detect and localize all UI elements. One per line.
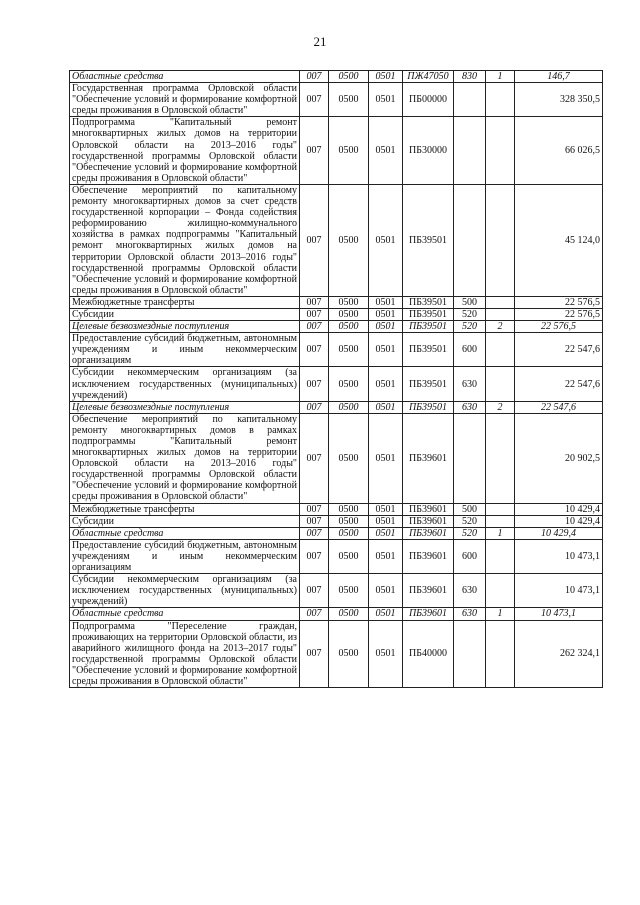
amount-cell: 146,7 — [515, 71, 603, 83]
section-code-cell: 0500 — [329, 308, 369, 320]
amount-cell: 10 473,1 — [515, 539, 603, 573]
table-row — [70, 117, 603, 185]
target-article-cell: ПБ39601 — [403, 515, 454, 527]
ministry-code-cell: 007 — [300, 401, 329, 413]
expense-type-cell: 520 — [454, 527, 486, 539]
funding-source-cell — [486, 117, 515, 185]
amount-cell: 10 429,4 — [515, 515, 603, 527]
target-article-cell: ПБ00000 — [403, 83, 454, 117]
table-row — [70, 574, 603, 608]
funding-source-cell — [486, 296, 515, 308]
table-row — [70, 71, 603, 83]
section-code-cell: 0500 — [329, 527, 369, 539]
table-row — [70, 367, 603, 401]
section-code-cell: 0500 — [329, 608, 369, 620]
subsection-code-cell: 0501 — [369, 367, 403, 401]
target-article-cell: ПБ39601 — [403, 574, 454, 608]
ministry-code-cell: 007 — [300, 515, 329, 527]
amount-cell: 10 473,1 — [515, 574, 603, 608]
amount-cell: 20 902,5 — [515, 413, 603, 503]
subsection-code-cell: 0501 — [369, 321, 403, 333]
subsection-code-cell: 0501 — [369, 71, 403, 83]
item-name-cell: Целевые безвозмездные поступления — [70, 401, 300, 413]
ministry-code-cell: 007 — [300, 527, 329, 539]
subsection-code-cell: 0501 — [369, 83, 403, 117]
funding-source-cell — [486, 539, 515, 573]
funding-source-cell — [486, 574, 515, 608]
item-name-cell: Субсидии — [70, 308, 300, 320]
table-row — [70, 620, 603, 688]
expense-type-cell — [454, 620, 486, 688]
section-code-cell: 0500 — [329, 574, 369, 608]
target-article-cell: ПБ39601 — [403, 608, 454, 620]
item-name-cell: Областные средства — [70, 71, 300, 83]
funding-source-cell — [486, 308, 515, 320]
item-name-cell: Субсидии некоммерческим организациям (за исключением государственных (муниципальных) учреждений) — [70, 574, 300, 608]
table-row — [70, 333, 603, 367]
amount-cell: 22 547,6 — [515, 333, 603, 367]
section-code-cell: 0500 — [329, 620, 369, 688]
target-article-cell: ПБ39501 — [403, 308, 454, 320]
section-code-cell: 0500 — [329, 401, 369, 413]
expense-type-cell: 500 — [454, 296, 486, 308]
amount-cell: 45 124,0 — [515, 184, 603, 296]
item-name-cell: Государственная программа Орловской области "Обеспечение условий и формирование комфортной среды проживания в Орловской области" — [70, 83, 300, 117]
section-code-cell: 0500 — [329, 413, 369, 503]
amount-cell: 22 547,6 — [515, 401, 603, 413]
expense-type-cell: 600 — [454, 333, 486, 367]
section-code-cell: 0500 — [329, 515, 369, 527]
table-row — [70, 401, 603, 413]
subsection-code-cell: 0501 — [369, 401, 403, 413]
funding-source-cell: 1 — [486, 527, 515, 539]
budget-table — [69, 70, 603, 688]
funding-source-cell — [486, 413, 515, 503]
amount-cell: 66 026,5 — [515, 117, 603, 185]
ministry-code-cell: 007 — [300, 83, 329, 117]
expense-type-cell — [454, 117, 486, 185]
expense-type-cell: 830 — [454, 71, 486, 83]
item-name-cell: Предоставление субсидий бюджетным, автономным учреждениям и иным некоммерческим организациям — [70, 333, 300, 367]
subsection-code-cell: 0501 — [369, 413, 403, 503]
target-article-cell: ПБ39601 — [403, 539, 454, 573]
subsection-code-cell: 0501 — [369, 608, 403, 620]
target-article-cell: ПБ39501 — [403, 401, 454, 413]
amount-cell: 22 576,5 — [515, 321, 603, 333]
section-code-cell: 0500 — [329, 184, 369, 296]
target-article-cell: ПБ39501 — [403, 296, 454, 308]
section-code-cell: 0500 — [329, 367, 369, 401]
amount-cell: 22 576,5 — [515, 296, 603, 308]
ministry-code-cell: 007 — [300, 333, 329, 367]
amount-cell: 10 473,1 — [515, 608, 603, 620]
expense-type-cell — [454, 184, 486, 296]
funding-source-cell — [486, 83, 515, 117]
table-row — [70, 296, 603, 308]
funding-source-cell: 1 — [486, 608, 515, 620]
expense-type-cell: 630 — [454, 608, 486, 620]
section-code-cell: 0500 — [329, 539, 369, 573]
funding-source-cell — [486, 503, 515, 515]
table-row — [70, 83, 603, 117]
subsection-code-cell: 0501 — [369, 503, 403, 515]
target-article-cell: ПБ39601 — [403, 527, 454, 539]
table-body — [70, 71, 603, 688]
item-name-cell: Обеспечение мероприятий по капитальному ремонту многоквартирных домов в рамках подпрограммы "Капитальный ремонт многоквартирных жилых домов на территории Орловской области на 2013–2016 годы" государственной программы Орловской области "Обеспечение условий и формирование комфортной среды проживания в Орловской области" — [70, 413, 300, 503]
target-article-cell: ПБ39501 — [403, 367, 454, 401]
item-name-cell: Межбюджетные трансферты — [70, 503, 300, 515]
section-code-cell: 0500 — [329, 71, 369, 83]
target-article-cell: ПБ39601 — [403, 413, 454, 503]
subsection-code-cell: 0501 — [369, 308, 403, 320]
expense-type-cell: 630 — [454, 574, 486, 608]
target-article-cell: ПБ39501 — [403, 184, 454, 296]
subsection-code-cell: 0501 — [369, 620, 403, 688]
ministry-code-cell: 007 — [300, 117, 329, 185]
ministry-code-cell: 007 — [300, 413, 329, 503]
amount-cell: 328 350,5 — [515, 83, 603, 117]
section-code-cell: 0500 — [329, 333, 369, 367]
expense-type-cell — [454, 413, 486, 503]
target-article-cell: ПБ39601 — [403, 503, 454, 515]
page-number: 21 — [313, 34, 327, 49]
funding-source-cell — [486, 620, 515, 688]
subsection-code-cell: 0501 — [369, 574, 403, 608]
funding-source-cell — [486, 184, 515, 296]
subsection-code-cell: 0501 — [369, 117, 403, 185]
ministry-code-cell: 007 — [300, 184, 329, 296]
target-article-cell: ПБ40000 — [403, 620, 454, 688]
expense-type-cell: 520 — [454, 308, 486, 320]
funding-source-cell: 2 — [486, 401, 515, 413]
funding-source-cell — [486, 515, 515, 527]
expense-type-cell: 630 — [454, 367, 486, 401]
funding-source-cell — [486, 367, 515, 401]
target-article-cell: ПЖ47050 — [403, 71, 454, 83]
expense-type-cell: 600 — [454, 539, 486, 573]
amount-cell: 22 576,5 — [515, 308, 603, 320]
item-name-cell: Субсидии — [70, 515, 300, 527]
item-name-cell: Областные средства — [70, 608, 300, 620]
section-code-cell: 0500 — [329, 503, 369, 515]
section-code-cell: 0500 — [329, 83, 369, 117]
subsection-code-cell: 0501 — [369, 515, 403, 527]
target-article-cell: ПБ39501 — [403, 321, 454, 333]
ministry-code-cell: 007 — [300, 308, 329, 320]
table-row — [70, 539, 603, 573]
item-name-cell: Межбюджетные трансферты — [70, 296, 300, 308]
expense-type-cell: 500 — [454, 503, 486, 515]
funding-source-cell: 2 — [486, 321, 515, 333]
subsection-code-cell: 0501 — [369, 539, 403, 573]
expense-type-cell: 520 — [454, 321, 486, 333]
item-name-cell: Областные средства — [70, 527, 300, 539]
item-name-cell: Обеспечение мероприятий по капитальному ремонту многоквартирных домов за счет средств государственной корпорации – Фонда содействия реформированию жилищно-коммунального хозяйства в рамках подпрограммы "Капитальный ремонт многоквартирных жилых домов на территории Орловской области 2013–2016 годы" государственной программы Орловской области "Обеспечение условий и формирование комфортной среды проживания в Орловской области" — [70, 184, 300, 296]
amount-cell: 10 429,4 — [515, 527, 603, 539]
ministry-code-cell: 007 — [300, 321, 329, 333]
subsection-code-cell: 0501 — [369, 296, 403, 308]
item-name-cell: Подпрограмма "Капитальный ремонт многоквартирных жилых домов на территории Орловской области на 2013–2016 годы" государственной программы Орловской области "Обеспечение условий и формирование комфортной среды проживания в Орловской области" — [70, 117, 300, 185]
table-row — [70, 608, 603, 620]
section-code-cell: 0500 — [329, 117, 369, 185]
expense-type-cell — [454, 83, 486, 117]
table-row — [70, 321, 603, 333]
table-row — [70, 527, 603, 539]
subsection-code-cell: 0501 — [369, 184, 403, 296]
amount-cell: 22 547,6 — [515, 367, 603, 401]
table-row — [70, 503, 603, 515]
table-row — [70, 308, 603, 320]
item-name-cell: Целевые безвозмездные поступления — [70, 321, 300, 333]
ministry-code-cell: 007 — [300, 367, 329, 401]
target-article-cell: ПБ39501 — [403, 333, 454, 367]
table-row — [70, 515, 603, 527]
item-name-cell: Субсидии некоммерческим организациям (за исключением государственных (муниципальных) учреждений) — [70, 367, 300, 401]
amount-cell: 262 324,1 — [515, 620, 603, 688]
ministry-code-cell: 007 — [300, 620, 329, 688]
funding-source-cell — [486, 333, 515, 367]
section-code-cell: 0500 — [329, 321, 369, 333]
ministry-code-cell: 007 — [300, 71, 329, 83]
subsection-code-cell: 0501 — [369, 333, 403, 367]
table-row — [70, 413, 603, 503]
table-row — [70, 184, 603, 296]
funding-source-cell: 1 — [486, 71, 515, 83]
ministry-code-cell: 007 — [300, 539, 329, 573]
ministry-code-cell: 007 — [300, 503, 329, 515]
target-article-cell: ПБ30000 — [403, 117, 454, 185]
ministry-code-cell: 007 — [300, 296, 329, 308]
expense-type-cell: 520 — [454, 515, 486, 527]
section-code-cell: 0500 — [329, 296, 369, 308]
ministry-code-cell: 007 — [300, 608, 329, 620]
item-name-cell: Предоставление субсидий бюджетным, автономным учреждениям и иным некоммерческим организациям — [70, 539, 300, 573]
subsection-code-cell: 0501 — [369, 527, 403, 539]
ministry-code-cell: 007 — [300, 574, 329, 608]
expense-type-cell: 630 — [454, 401, 486, 413]
item-name-cell: Подпрограмма "Переселение граждан, проживающих на территории Орловской области, из аварийного жилищного фонда на 2013–2017 годы" государственной программы Орловской области "Обеспечение условий и формирование комфортной среды проживания в Орловской области" — [70, 620, 300, 688]
amount-cell: 10 429,4 — [515, 503, 603, 515]
